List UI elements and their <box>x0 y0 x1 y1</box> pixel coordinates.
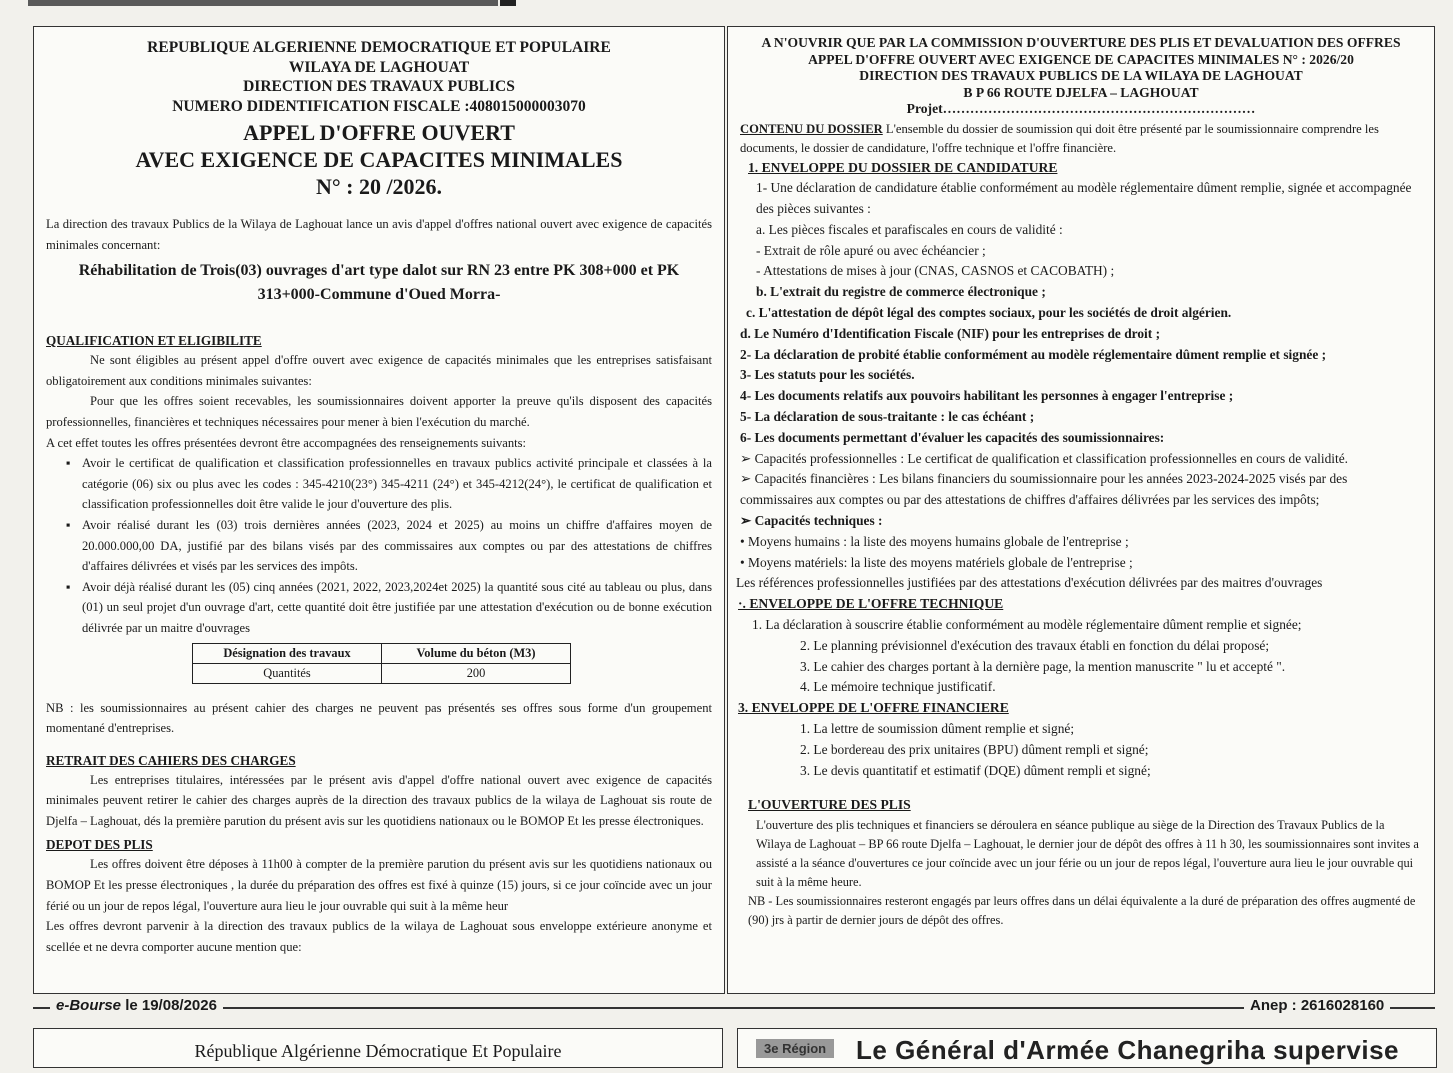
top-strip <box>28 0 498 6</box>
footer-publication <box>50 997 223 1014</box>
ouverture-text: L'ouverture des plis techniques et financiers se déroulera en séance publique au siège de la Direction des Travaux Publics de la Wilaya de Laghouat – BP 66 route Djelfa – Laghouat, le dernier jour de dépôt des offres à 11 h 30, les soumissionnaires sont invites a assisté a la séance d'ouvertures ce jour coïncide avec un jour férie ou un jour de repos légal, l'ouverture aura lieu le jour ouvrable qui suit à la même heure. <box>756 818 1419 890</box>
footer-brand: e-Bourse <box>56 997 122 1014</box>
project-title: Réhabilitation de Trois(03) ouvrages d'art type dalot sur RN 23 entre PK 308+000 et PK 313+000-Commune d'Oued Morra- <box>78 262 680 304</box>
ouverture-heading: L'OUVERTURE DES PLIS <box>748 797 911 813</box>
nb-text: NB : les soumissionnaires au présent cahier des charges ne peuvent pas présentés ses offres sous forme d'un groupement momentané d'entreprises. <box>46 700 712 736</box>
footer-date: le 19/08/2026 <box>121 997 217 1014</box>
doc-line: 5- La déclaration de sous-traitante : le cas échéant ; <box>740 409 1035 425</box>
doc-line: 3. Le devis quantitatif et estimatif (DQE) dûment rempli et signé; <box>800 762 1151 778</box>
table-cell: 200 <box>382 663 571 683</box>
notice-title <box>34 119 724 200</box>
financial-offer-heading: 3. ENVELOPPE DE L'OFFRE FINANCIERE <box>738 700 1009 716</box>
qualification-paragraph: Ne sont éligibles au présent appel d'offre ouvert avec exigence de capacités minimales que les entreprises satisfaisant obligatoirement aux conditions minimales suivantes: <box>46 353 712 388</box>
doc-line: 1. La lettre de soumission dûment remplie et signé; <box>800 721 1075 737</box>
doc-line: d. Le Numéro d'Identification Fiscale (NIF) pour les entreprises de droit ; <box>740 325 1161 341</box>
header-line: DIRECTION DES TRAVAUX PUBLICS DE LA WILAYA DE LAGHOUAT <box>859 68 1303 83</box>
intro-text: La direction des travaux Publics de la Wilaya de Laghouat lance un avis d'appel d'offres national ouvert avec exigence de capacités minimales concernant: <box>46 217 712 252</box>
doc-line: 2. Le planning prévisionnel d'exécution des travaux établi en fonction du délai proposé; <box>800 637 1270 653</box>
table-cell: Quantités <box>193 663 382 683</box>
doc-line: 2- La déclaration de probité établie conformément au modèle réglementaire dûment remplie et signée ; <box>740 346 1327 362</box>
doc-line: ➢ Capacités techniques : <box>740 513 883 529</box>
left-header <box>34 38 724 116</box>
contenu-heading: CONTENU DU DOSSIER <box>740 121 883 136</box>
qualification-heading: QUALIFICATION ET ELIGIBILITE <box>46 333 262 349</box>
left-column-notice <box>33 26 725 994</box>
doc-line: b. L'extrait du registre de commerce électronique ; <box>756 284 1046 300</box>
top-strip-mark <box>500 0 516 6</box>
article-headline: Le Général d'Armée Chanegriha supervise <box>856 1035 1399 1065</box>
doc-line: - Attestations de mises à jour (CNAS, CASNOS et CACOBATH) ; <box>756 263 1115 279</box>
right-nb-text: NB - Les soumissionnaires resteront engagés par leurs offres dans un délai équivalente a la duré de préparation des offres augmenté de (90) jrs à partir de dernier jours de dépôt des offres. <box>748 894 1416 928</box>
doc-line: a. Les pièces fiscales et parafiscales en cours de validité : <box>756 221 1063 237</box>
technical-offer-heading: ·. ENVELOPPE DE L'OFFRE TECHNIQUE <box>738 596 1004 612</box>
contenu-paragraph: CONTENU DU DOSSIER L'ensemble du dossier de soumission qui doit être présenté par le soumissionnaire comprendre les documents, le dossier de candidature, l'offre technique et l'offre financière. <box>740 121 1379 155</box>
doc-line: 2. Le bordereau des prix unitaires (BPU) dûment rempli et signé; <box>800 741 1149 757</box>
qualification-paragraph: Pour que les offres soient recevables, les soumissionnaires doivent apporter la preuve qu'ils disposent des capacités professionnelles, financières et techniques nécessaires pour mener à bien l'exécution du marché. <box>46 394 712 429</box>
doc-line: c. L'attestation de dépôt légal des comptes sociaux, pour les sociétés de droit algérien. <box>746 305 1232 321</box>
header-line: NUMERO DIDENTIFICATION FISCALE :408015000003070 <box>172 97 586 115</box>
title-line: AVEC EXIGENCE DE CAPACITES MINIMALES <box>135 147 623 172</box>
header-line: APPEL D'OFFRE OUVERT AVEC EXIGENCE DE CAPACITES MINIMALES N° : 2026/20 <box>808 51 1354 67</box>
title-line: APPEL D'OFFRE OUVERT <box>243 120 515 145</box>
doc-line: 3- Les statuts pour les sociétés. <box>740 367 915 383</box>
header-line: REPUBLIQUE ALGERIENNE DEMOCRATIQUE ET POPULAIRE <box>147 39 611 56</box>
requirement-item: ▪ Avoir déjà réalisé durant les (05) cinq années (2021, 2022, 2023,2024et 2025) la quantité sous cité au tableau ou plus, dans (01) un seul projet d'un ouvrage d'art, cette quantité doit être justifiée par une attestation d'exécution ou de bonne exécution délivrée par un maitre d'ouvrages <box>66 579 712 635</box>
requirement-item: ▪ Avoir le certificat de qualification et classification professionnelles en travaux publics activité principale et classées à la catégorie (06) six ou plus avec les codes : 345-4210(23°) 345-4211 (24°) et 345-4212(24°), le certificat de qualification et classification professionnelles doit être valide le jour d'ouverture des plis. <box>66 456 712 512</box>
doc-line: 3. Le cahier des charges portant à la dernière page, la mention manuscrite " lu et accepté ". <box>800 658 1286 674</box>
doc-line: • Moyens humains : la liste des moyens humains globale de l'entreprise ; <box>740 533 1129 549</box>
header-line: DIRECTION DES TRAVAUX PUBLICS <box>243 78 515 95</box>
requirement-item: ▪ Avoir réalisé durant les (03) trois dernières années (2023, 2024 et 2025) au moins un chiffre d'affaires moyen de 20.000.000,00 DA, justifié par des bilans visés par des commissaires aux comptes ou par des attestations de chiffres d'affaires délivrées et visés par les services des impôts. <box>66 517 712 574</box>
table-header: Désignation des travaux <box>193 643 382 663</box>
doc-line: 1- Une déclaration de candidature établie conformément au modèle réglementaire dûment remplie, signée et accompagnée des pièces suivantes : <box>756 180 1412 217</box>
header-line: B P 66 ROUTE DJELFA – LAGHOUAT <box>963 84 1199 100</box>
next-article <box>737 1028 1437 1068</box>
right-header <box>728 35 1434 118</box>
header-line: A N'OUVRIR QUE PAR LA COMMISSION D'OUVERTURE DES PLIS ET DEVALUATION DES OFFRES <box>761 35 1401 50</box>
title-line: N° : 20 /2026. <box>315 174 443 199</box>
next-notice-title: République Algérienne Démocratique Et Populaire <box>194 1041 562 1061</box>
qualification-paragraph: A cet effet toutes les offres présentées devront être accompagnées des renseignements suivants: <box>46 435 527 450</box>
retrait-text: Les entreprises titulaires, intéressées par le présent avis d'appel d'offre national ouvert avec exigence de capacités minimales peuvent retirer le cahier des charges auprès de la direction des travaux publics de la wilaya de Laghouat sis route de Djelfa – Laghouat, dés la première parution du présent avis sur les quotidiens nationaux ou le BOMOP Et les presse électroniques. <box>46 772 712 828</box>
candidature-heading: 1. ENVELOPPE DU DOSSIER DE CANDIDATURE <box>748 159 1058 175</box>
doc-line: 1. La déclaration à souscrire établie conformément au modèle réglementaire dûment remplie et signée; <box>752 617 1302 633</box>
doc-line: 6- Les documents permettant d'évaluer les capacités des soumissionnaires: <box>740 429 1165 445</box>
next-notice-header <box>33 1028 723 1068</box>
header-line: WILAYA DE LAGHOUAT <box>288 58 470 76</box>
doc-line: Les références professionnelles justifiées par des attestations d'exécution délivrées par des maitres d'ouvrages <box>736 575 1323 591</box>
region-tag: 3e Région <box>756 1039 834 1058</box>
concrete-volume-table <box>192 643 571 684</box>
retrait-heading: RETRAIT DES CAHIERS DES CHARGES <box>46 752 296 768</box>
doc-line: 4. Le mémoire technique justificatif. <box>800 679 996 695</box>
doc-line: ➢ Capacités professionnelles : Le certificat de qualification et classification professionnelles en cours de validité. <box>740 450 1349 466</box>
right-column-notice <box>727 26 1435 994</box>
doc-line: • Moyens matériels: la liste des moyens matériels globale de l'entreprise ; <box>740 554 1133 570</box>
depot-text: Les offres doivent être déposes à 11h00 à compter de la première parution du présent avis sur les quotidiens nationaux ou BOMOP Et les presse électroniques , la durée du préparation des offres est fixé à quinze (15) jours, si ce jour coïncide avec un jour férié ou un jour de repos légal, l'ouverture aura lieu le jour ouvrable qui suit à la même heur <box>46 857 712 913</box>
header-line: Projet…………………………………………………………… <box>906 101 1256 116</box>
doc-line: - Extrait de rôle apuré ou avec échéancier ; <box>756 242 986 258</box>
depot-heading: DEPOT DES PLIS <box>46 837 153 853</box>
doc-line: ➢ Capacités financières : Les bilans financiers du soumissionnaire pour les années 2023-2024-2025 visés par des commissaires aux comptes ou par des attestations de chiffres d'affaires délivrées par les services des impôts; <box>740 471 1348 508</box>
doc-line: 4- Les documents relatifs aux pouvoirs habilitant les personnes à engager l'entreprise ; <box>740 388 1234 404</box>
footer-anep-ref: Anep : 2616028160 <box>1244 997 1390 1014</box>
depot-text: Les offres devront parvenir à la direction des travaux publics de la wilaya de Laghouat sous enveloppe extérieure anonyme et scellée et ne devra comporter aucune mention que: <box>46 919 712 954</box>
table-header: Volume du béton (M3) <box>382 643 571 663</box>
